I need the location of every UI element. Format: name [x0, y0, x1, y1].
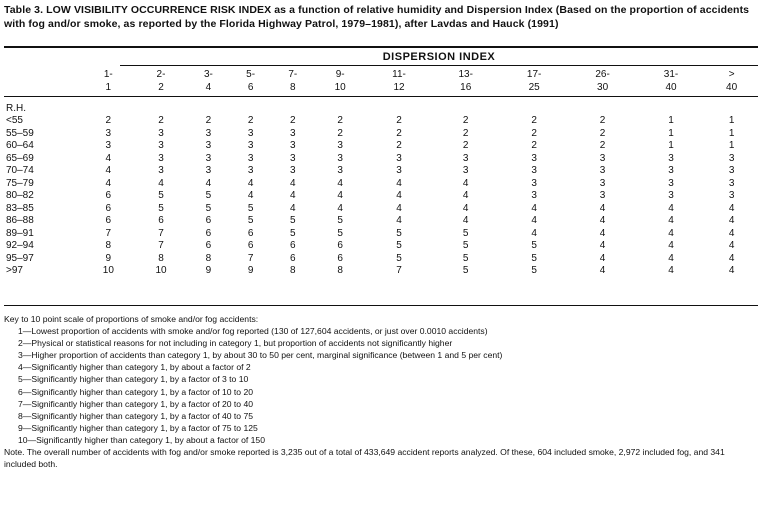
table-note: Note. The overall number of accidents with fog and/or smoke reported is 3,235 out of a total of 433,649 accident reports analyzed. Of these, 604 included smoke, 2,972 included fog, and 341 included both. — [4, 447, 725, 470]
risk-value-cell: 4 — [728, 215, 735, 226]
rh-range-cell: >97 — [6, 265, 23, 276]
dispersion-index-header: DISPERSION INDEX — [382, 51, 496, 63]
rh-range-cell: 89–91 — [6, 227, 34, 239]
risk-value-cell: 3 — [599, 190, 606, 201]
group-header-rule — [120, 65, 758, 66]
risk-value-cell: 3 — [728, 177, 735, 189]
risk-value-cell: 4 — [728, 252, 735, 264]
risk-value-cell: 5 — [462, 252, 469, 264]
risk-value-cell: 4 — [158, 177, 164, 189]
key-item: 8—Significantly higher than category 1, by a factor of 40 to 75 — [18, 410, 254, 421]
risk-value-cell: 8 — [158, 252, 164, 264]
column-header-top-row — [4, 68, 758, 81]
risk-value-cell: 2 — [462, 127, 469, 139]
risk-value-cell: 3 — [531, 177, 537, 189]
rh-range-cell: 83–85 — [6, 202, 34, 214]
key-item: 2—Physical or statistical reasons for not including in category 1, but proportion of accidents not significantly higher — [18, 338, 453, 349]
risk-value-cell: 3 — [599, 177, 606, 189]
table-row — [4, 115, 758, 128]
risk-value-cell: 4 — [289, 190, 296, 201]
risk-value-cell: 6 — [205, 215, 212, 226]
risk-index-table — [4, 68, 758, 278]
risk-value-cell: 2 — [599, 127, 606, 139]
column-header: 6 — [247, 82, 254, 93]
risk-value-cell: 4 — [728, 265, 735, 276]
risk-value-cell: 3 — [158, 127, 164, 139]
risk-value-cell: 6 — [105, 215, 112, 226]
risk-value-cell: 7 — [158, 227, 164, 239]
column-header: 17- — [526, 69, 542, 80]
risk-value-cell: 4 — [599, 215, 606, 226]
column-header: 3- — [203, 69, 213, 80]
column-header: 2- — [156, 69, 166, 80]
risk-value-cell: 4 — [668, 215, 674, 226]
risk-value-cell: 2 — [158, 115, 164, 126]
column-header: 26- — [595, 69, 610, 80]
risk-value-cell: 6 — [105, 202, 112, 214]
rh-label-row — [4, 97, 758, 116]
risk-value-cell: 3 — [289, 165, 296, 176]
column-header: 4 — [205, 82, 212, 93]
risk-value-cell: 5 — [205, 202, 212, 214]
risk-value-cell: 5 — [158, 190, 164, 201]
risk-value-cell: 3 — [158, 140, 164, 151]
risk-value-cell: 5 — [337, 215, 343, 226]
risk-value-cell: 2 — [396, 127, 402, 139]
risk-value-cell: 6 — [247, 227, 254, 239]
key-item: 5—Significantly higher than category 1, by a factor of 3 to 10 — [18, 374, 249, 385]
column-header: 2 — [158, 82, 164, 93]
column-header: 30 — [597, 82, 609, 93]
risk-value-cell: 4 — [531, 227, 537, 239]
risk-value-cell: 3 — [205, 127, 212, 139]
column-header: 5- — [246, 69, 256, 80]
table-row — [4, 253, 758, 266]
risk-value-cell: 4 — [337, 202, 343, 214]
table-body — [4, 115, 758, 278]
risk-value-cell: 4 — [105, 152, 112, 164]
risk-value-cell: 3 — [158, 165, 164, 176]
rh-range-cell: 55–59 — [6, 127, 34, 139]
risk-value-cell: 9 — [105, 252, 112, 264]
risk-value-cell: 2 — [337, 115, 343, 126]
risk-value-cell: 2 — [462, 115, 469, 126]
risk-value-cell: 1 — [668, 127, 674, 139]
rh-range-cell: 65–69 — [6, 152, 34, 164]
risk-value-cell: 4 — [531, 202, 537, 214]
risk-value-cell: 3 — [337, 165, 343, 176]
risk-value-cell: 4 — [247, 190, 254, 201]
risk-value-cell: 2 — [599, 115, 606, 126]
risk-value-cell: 1 — [668, 115, 674, 126]
key-item: 9—Significantly higher than category 1, by a factor of 75 to 125 — [18, 422, 258, 433]
risk-value-cell: 3 — [668, 190, 674, 201]
risk-value-cell: 5 — [289, 215, 296, 226]
risk-value-cell: 1 — [728, 127, 735, 139]
risk-value-cell: 4 — [289, 202, 296, 214]
risk-value-cell: 2 — [531, 140, 537, 151]
risk-value-cell: 1 — [668, 140, 674, 151]
rh-range-cell: 80–82 — [6, 190, 34, 201]
risk-value-cell: 7 — [158, 240, 164, 251]
bottom-rule — [4, 305, 758, 306]
risk-value-cell: 2 — [247, 115, 254, 126]
risk-value-cell: 4 — [462, 202, 469, 214]
key-item: 7—Significantly higher than category 1, by a factor of 20 to 40 — [18, 398, 254, 409]
risk-value-cell: 4 — [668, 252, 674, 264]
risk-value-cell: 10 — [155, 265, 167, 276]
risk-value-cell: 8 — [337, 265, 343, 276]
notes-section — [4, 313, 759, 470]
risk-value-cell: 2 — [337, 127, 343, 139]
table-row — [4, 240, 758, 253]
risk-value-cell: 5 — [462, 240, 469, 251]
risk-value-cell: 3 — [531, 165, 537, 176]
table-row — [4, 190, 758, 203]
rh-range-cell: 60–64 — [6, 140, 34, 151]
risk-value-cell: 10 — [102, 265, 114, 276]
key-title: Key to 10 point scale of proportions of smoke and/or fog accidents: — [4, 314, 259, 324]
risk-value-cell: 6 — [337, 240, 343, 251]
risk-value-cell: 4 — [337, 177, 343, 189]
risk-value-cell: 4 — [599, 265, 606, 276]
risk-value-cell: 3 — [668, 165, 674, 176]
risk-value-cell: 3 — [289, 127, 296, 139]
risk-value-cell: 4 — [462, 215, 469, 226]
risk-value-cell: 2 — [462, 140, 469, 151]
column-header: 13- — [458, 69, 473, 80]
risk-value-cell: 5 — [337, 227, 343, 239]
risk-value-cell: 4 — [396, 177, 402, 189]
risk-value-cell: 5 — [396, 227, 402, 239]
risk-value-cell: 4 — [599, 240, 606, 251]
risk-value-cell: 4 — [668, 240, 674, 251]
rh-range-cell: 70–74 — [6, 165, 34, 176]
risk-value-cell: 2 — [599, 140, 606, 151]
risk-value-cell: 4 — [728, 227, 735, 239]
key-item: 4—Significantly higher than category 1, by about a factor of 2 — [18, 362, 251, 373]
risk-value-cell: 5 — [247, 202, 254, 214]
risk-value-cell: 2 — [289, 115, 296, 126]
risk-value-cell: 3 — [105, 140, 112, 151]
risk-value-cell: 4 — [599, 252, 606, 264]
column-header: 11- — [392, 69, 406, 80]
column-header: 31- — [663, 69, 679, 80]
risk-value-cell: 4 — [668, 227, 674, 239]
risk-value-cell: 6 — [205, 227, 212, 239]
risk-value-cell: 5 — [531, 252, 537, 264]
risk-value-cell: 1 — [728, 140, 735, 151]
column-header: 40 — [726, 82, 738, 93]
risk-value-cell: 6 — [337, 252, 343, 264]
column-header: 40 — [665, 82, 677, 93]
rh-range-cell: 86–88 — [6, 215, 34, 226]
column-header: > — [728, 69, 735, 80]
table-row — [4, 128, 758, 141]
risk-value-cell: 3 — [289, 152, 296, 164]
risk-value-cell: 3 — [396, 152, 402, 164]
top-rule — [4, 46, 758, 48]
risk-value-cell: 1 — [728, 115, 735, 126]
column-header: 12 — [393, 82, 405, 93]
column-header: 9- — [335, 69, 345, 80]
risk-value-cell: 6 — [205, 240, 212, 251]
risk-value-cell: 5 — [247, 215, 254, 226]
risk-value-cell: 3 — [337, 152, 343, 164]
risk-value-cell: 5 — [462, 265, 469, 276]
risk-value-cell: 8 — [205, 252, 212, 264]
risk-value-cell: 3 — [531, 152, 537, 164]
table-caption: Table 3. LOW VISIBILITY OCCURRENCE RISK INDEX as a function of relative humidity and Dispersion Index (Based on the proportion of accidents with fog and/or smoke, as reported by the Florida Highway Patrol, 1979–1981), after Lavdas and Hauck (1991) — [4, 4, 750, 30]
risk-value-cell: 4 — [462, 177, 469, 189]
risk-value-cell: 5 — [462, 227, 469, 239]
risk-value-cell: 5 — [396, 240, 402, 251]
risk-value-cell: 2 — [531, 115, 537, 126]
risk-value-cell: 5 — [158, 202, 164, 214]
risk-value-cell: 4 — [205, 177, 212, 189]
risk-value-cell: 3 — [728, 165, 735, 176]
risk-value-cell: 4 — [668, 265, 674, 276]
risk-value-cell: 3 — [599, 165, 606, 176]
risk-value-cell: 7 — [396, 265, 402, 276]
column-header: 16 — [460, 82, 472, 93]
rh-range-cell: 92–94 — [6, 240, 34, 251]
risk-value-cell: 6 — [289, 240, 296, 251]
risk-value-cell: 3 — [205, 152, 212, 164]
risk-value-cell: 4 — [396, 202, 402, 214]
risk-value-cell: 8 — [105, 240, 112, 251]
table-row — [4, 140, 758, 153]
key-item: 10—Significantly higher than category 1, by about a factor of 150 — [18, 434, 265, 445]
column-header-bottom-row — [4, 81, 758, 94]
risk-value-cell: 2 — [396, 140, 402, 151]
table-row — [4, 215, 758, 228]
risk-value-cell: 7 — [247, 252, 254, 264]
risk-value-cell: 5 — [531, 240, 537, 251]
risk-value-cell: 4 — [599, 227, 606, 239]
risk-value-cell: 4 — [668, 202, 674, 214]
table-row — [4, 153, 758, 166]
risk-value-cell: 3 — [247, 165, 254, 176]
risk-value-cell: 3 — [205, 140, 212, 151]
risk-value-cell: 9 — [247, 265, 254, 276]
risk-value-cell: 2 — [105, 115, 112, 126]
risk-value-cell: 3 — [668, 152, 674, 164]
risk-value-cell: 2 — [205, 115, 212, 126]
table-row — [4, 178, 758, 191]
table-row — [4, 165, 758, 178]
risk-value-cell: 3 — [247, 152, 254, 164]
risk-value-cell: 4 — [105, 165, 112, 176]
rh-range-cell: 95–97 — [6, 252, 34, 264]
column-header: 1 — [105, 82, 112, 93]
table-row — [4, 265, 758, 278]
risk-value-cell: 3 — [247, 127, 254, 139]
risk-value-cell: 3 — [158, 152, 164, 164]
risk-value-cell: 3 — [337, 140, 343, 151]
risk-value-cell: 4 — [337, 190, 343, 201]
risk-value-cell: 3 — [668, 177, 674, 189]
risk-value-cell: 3 — [396, 165, 402, 176]
risk-value-cell: 4 — [531, 215, 537, 226]
risk-value-cell: 3 — [105, 127, 112, 139]
column-header: 1- — [103, 69, 113, 80]
risk-value-cell: 6 — [289, 252, 296, 264]
risk-value-cell: 3 — [728, 190, 735, 201]
risk-value-cell: 3 — [728, 152, 735, 164]
risk-value-cell: 7 — [105, 227, 112, 239]
key-item: 3—Higher proportion of accidents than category 1, by about 30 to 50 per cent, marginal significance (between 1 and 5 per cent) — [18, 350, 503, 361]
risk-value-cell: 2 — [531, 127, 537, 139]
risk-value-cell: 3 — [599, 152, 606, 164]
risk-value-cell: 5 — [396, 252, 402, 264]
key-item: 6—Significantly higher than category 1, by a factor of 10 to 20 — [18, 386, 254, 397]
rh-range-cell: 75–79 — [6, 177, 34, 189]
risk-value-cell: 4 — [289, 177, 296, 189]
risk-value-cell: 4 — [396, 190, 402, 201]
risk-value-cell: 6 — [158, 215, 164, 226]
risk-value-cell: 6 — [105, 190, 112, 201]
column-header: 8 — [289, 82, 296, 93]
risk-value-cell: 3 — [205, 165, 212, 176]
risk-value-cell: 4 — [728, 240, 735, 251]
table-row — [4, 203, 758, 216]
risk-value-cell: 3 — [462, 152, 469, 164]
column-header: 25 — [528, 82, 540, 93]
risk-value-cell: 4 — [728, 202, 735, 214]
risk-value-cell: 5 — [289, 227, 296, 239]
rh-label: R.H. — [6, 102, 26, 114]
risk-value-cell: 9 — [205, 265, 212, 276]
risk-value-cell: 3 — [289, 140, 296, 151]
risk-value-cell: 4 — [462, 190, 469, 201]
table-row — [4, 228, 758, 241]
rh-range-cell: <55 — [6, 115, 23, 126]
risk-value-cell: 4 — [599, 202, 606, 214]
risk-value-cell: 4 — [105, 177, 112, 189]
risk-value-cell: 6 — [247, 240, 254, 251]
key-item: 1—Lowest proportion of accidents with smoke and/or fog reported (130 of 127,604 accidents, or just over 0.0010 accidents) — [18, 326, 488, 337]
risk-value-cell: 3 — [531, 190, 537, 201]
risk-value-cell: 3 — [247, 140, 254, 151]
risk-value-cell: 2 — [396, 115, 402, 126]
risk-value-cell: 4 — [396, 215, 402, 226]
risk-value-cell: 5 — [531, 265, 537, 276]
column-header: 7- — [288, 69, 298, 80]
risk-value-cell: 5 — [205, 190, 212, 201]
column-header: 10 — [334, 82, 346, 93]
risk-value-cell: 3 — [462, 165, 469, 176]
risk-value-cell: 8 — [289, 265, 296, 276]
risk-value-cell: 4 — [247, 177, 254, 189]
